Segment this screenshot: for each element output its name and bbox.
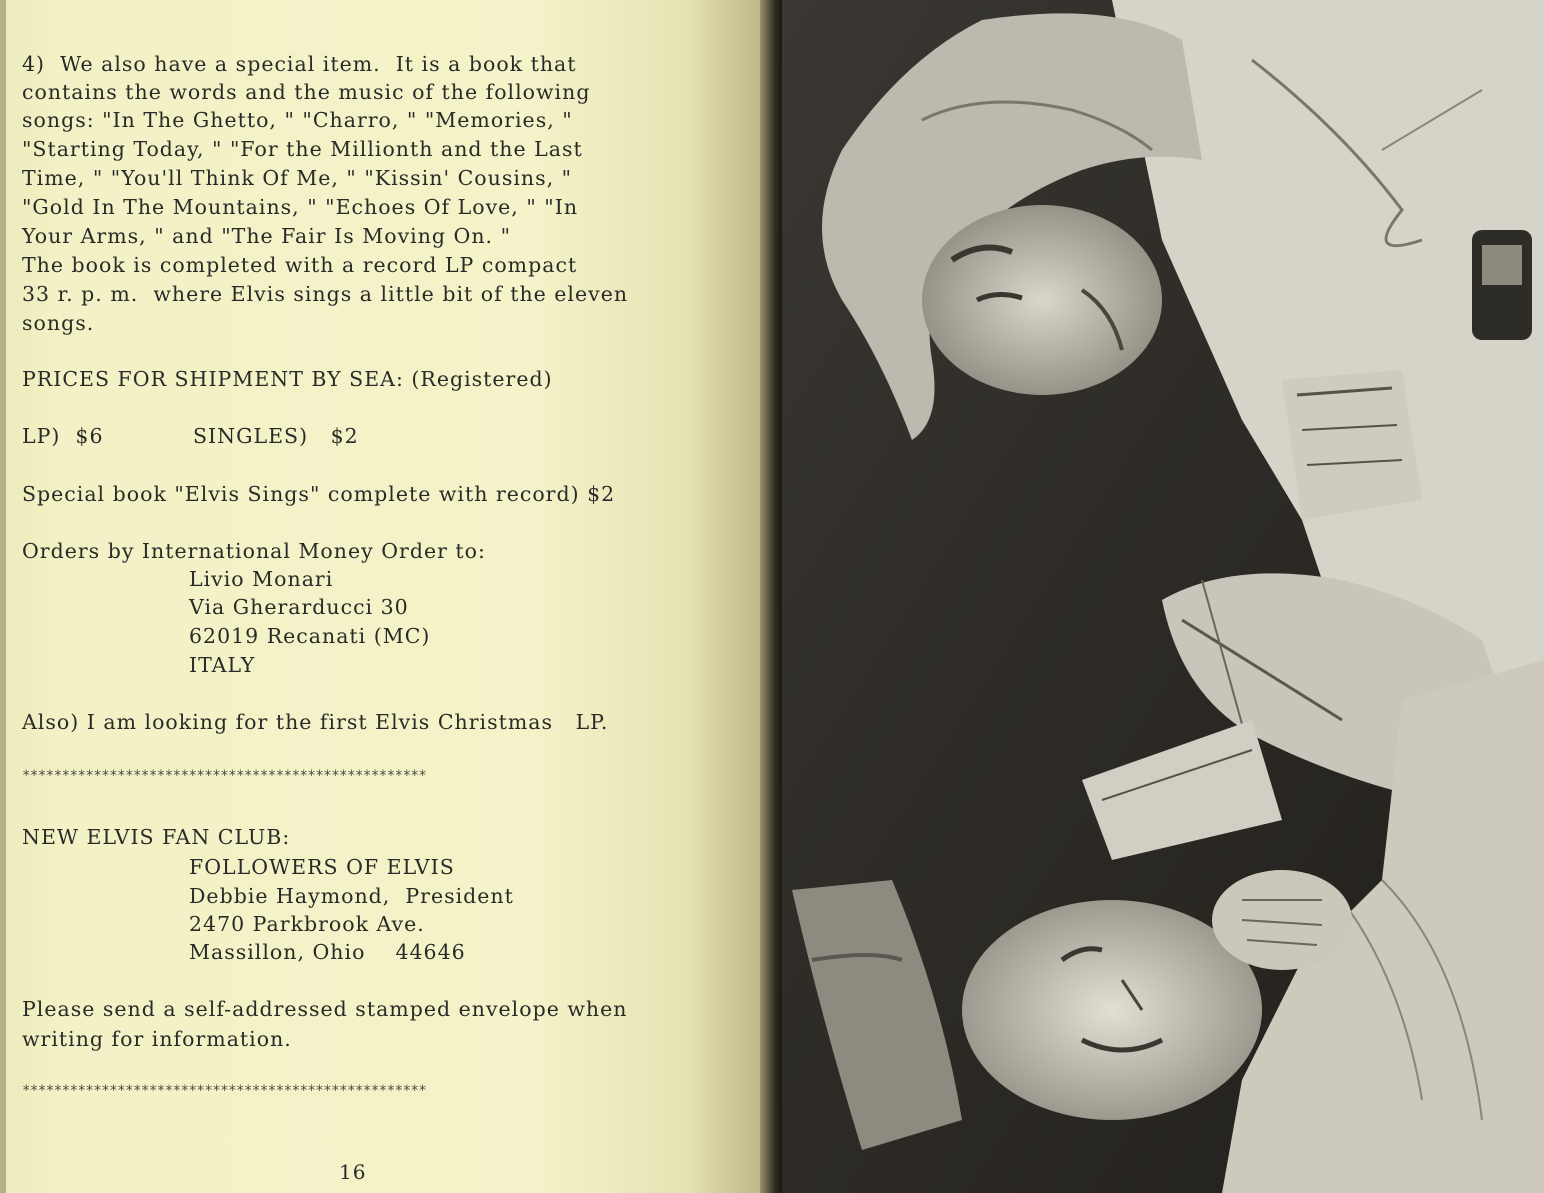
orders-line: Orders by International Money Order to: [22, 539, 486, 563]
paragraph-line: Your Arms, " and "The Fair Is Moving On. " [22, 224, 512, 248]
address-line: ITALY [189, 653, 256, 677]
address-line: Via Gherarducci 30 [189, 595, 409, 619]
paragraph-line: "Starting Today, " "For the Millionth and the Last [22, 137, 583, 161]
paragraph-line: 4) We also have a special item. It is a book that [22, 52, 577, 76]
note-line: Please send a self-addressed stamped envelope when [22, 997, 628, 1021]
address-line: 2470 Parkbrook Ave. [189, 912, 425, 936]
paragraph-line: songs: "In The Ghetto, " "Charro, " "Memories, " [22, 108, 573, 132]
singles-price: SINGLES) $2 [193, 424, 359, 448]
page-number: 16 [339, 1160, 367, 1184]
address-line: Debbie Haymond, President [189, 884, 514, 908]
book-gutter [760, 0, 782, 1193]
prices-heading: PRICES FOR SHIPMENT BY SEA: (Registered) [22, 367, 553, 391]
paragraph-line: 33 r. p. m. where Elvis sings a little bit of the eleven [22, 282, 629, 306]
address-line: 62019 Recanati (MC) [189, 624, 431, 648]
asterisk-separator: *************************************************** [22, 1083, 427, 1099]
also-line: Also) I am looking for the first Elvis Christmas LP. [22, 710, 609, 734]
page-edge [0, 0, 6, 1193]
address-line: FOLLOWERS OF ELVIS [189, 855, 455, 879]
paragraph-line: songs. [22, 311, 95, 335]
paragraph-line: "Gold In The Mountains, " "Echoes Of Love, " "In [22, 195, 579, 219]
address-line: Massillon, Ohio 44646 [189, 940, 466, 964]
paragraph-line: Time, " "You'll Think Of Me, " "Kissin' Cousins, " [22, 166, 573, 190]
elvis-photo [782, 0, 1544, 1193]
lp-price: LP) $6 [22, 424, 104, 448]
note-line: writing for information. [22, 1027, 292, 1051]
paragraph-line: The book is completed with a record LP compact [22, 253, 578, 277]
special-book-price: Special book "Elvis Sings" complete with record) $2 [22, 482, 616, 506]
asterisk-separator: *************************************************** [22, 768, 427, 784]
address-line: Livio Monari [189, 567, 334, 591]
right-page [782, 0, 1544, 1193]
fan-club-heading: NEW ELVIS FAN CLUB: [22, 825, 291, 849]
paragraph-line: contains the words and the music of the following [22, 80, 591, 104]
left-page [0, 0, 760, 1193]
